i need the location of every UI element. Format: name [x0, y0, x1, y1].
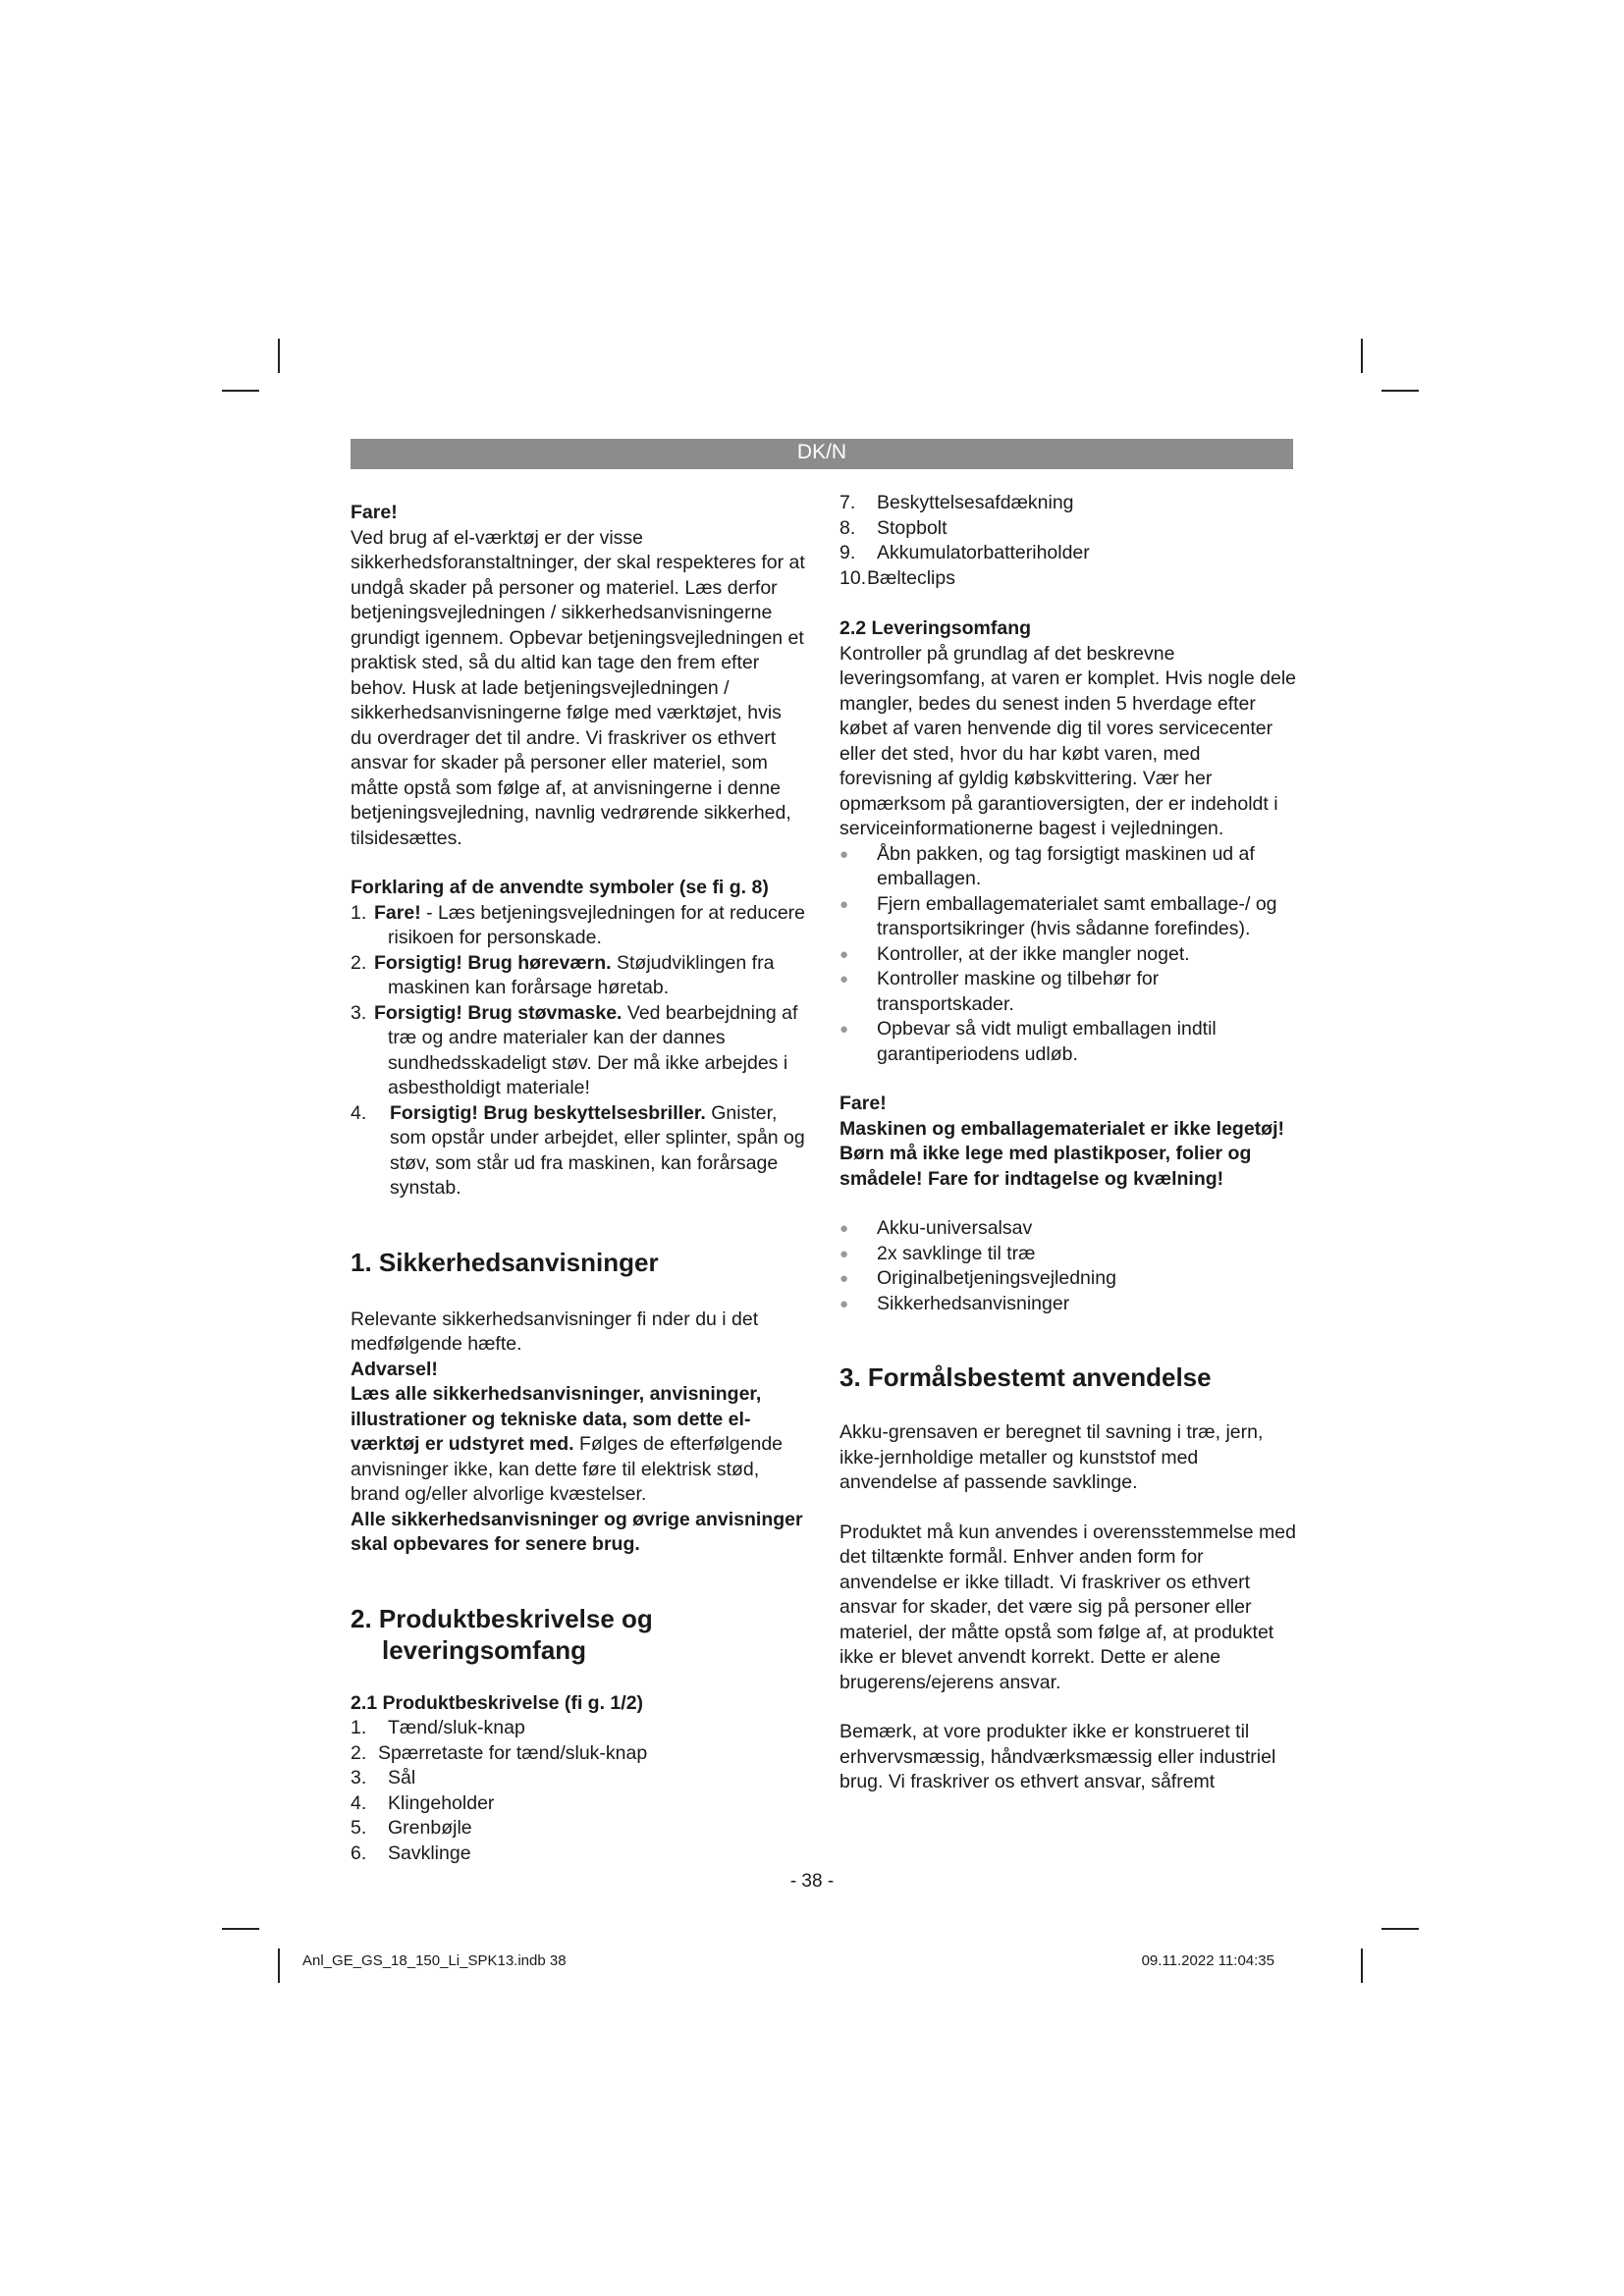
item-text: Originalbetjeningsvejledning — [877, 1267, 1116, 1289]
footer-timestamp: 09.11.2022 11:04:35 — [1141, 1952, 1274, 1969]
item-text: Bælteclips — [867, 566, 955, 589]
crop-mark — [1381, 390, 1419, 392]
crop-mark — [1361, 339, 1363, 373]
danger-paragraph: Ved brug af el-værktøj er der visse sikkerhedsforanstaltninger, der skal respekteres for at undgå skader på personer og materiel. Læs derfor betjeningsvejledningen / sikkerhedsanvisningerne grundigt igennem. Opbevar betjeningsvejledningen et praktisk sted, så du altid kan tage den frem efter behov. Husk at lade betjeningsvejledningen / sikkerhedsanvisningerne følge med værktøjet, hvis du overdrager det til andre. Vi fraskriver os ethvert ansvar for skader på personer eller materiel, som måtte opstå som følge af, at anvisningerne i denne betjeningsvejledning, navnlig vedrørende sikkerhed, tilsidesættes. — [351, 526, 805, 849]
danger-heading: Fare! — [351, 502, 398, 523]
parts-list-b — [839, 491, 1296, 591]
section-2-1-heading: 2.1 Produktbeskrivelse (fi g. 1/2) — [351, 1691, 644, 1714]
crop-mark — [1381, 1928, 1419, 1930]
page-number: - 38 - — [789, 1871, 835, 1892]
danger-text-2: Maskinen og emballagematerialet er ikke legetøj! Børn må ikke lege med plastikposer, folier og smådele! Fare for indtagelse og kvælning! — [839, 1117, 1285, 1190]
list-item — [839, 892, 1296, 942]
crop-mark — [278, 1949, 280, 1983]
section-1-title: 1. Sikkerhedsanvisninger — [351, 1247, 659, 1277]
item-text: Spærretaste for tænd/sluk-knap — [378, 1741, 648, 1764]
bullet-icon: ● — [839, 1295, 849, 1312]
right-column — [839, 491, 1296, 1795]
item-number: 5. — [351, 1817, 367, 1839]
item-text: Ved bearbejdning af træ og andre materialer kan der dannes sundhedsskadeligt støv. Der må ikke arbejdes i asbestholdigt materiale! — [388, 1001, 798, 1098]
item-bold: Forsigtig! Brug beskyttelsesbriller. — [390, 1101, 706, 1124]
item-number: 3. — [351, 1767, 367, 1789]
item-text: Sikkerhedsanvisninger — [877, 1292, 1070, 1314]
item-text: Beskyttelsesafdækning — [877, 492, 1074, 513]
language-header-bar — [351, 439, 1293, 469]
list-item — [351, 951, 807, 1001]
list-item — [839, 967, 1296, 1017]
list-item — [351, 1842, 807, 1867]
section-1-text: Relevante sikkerhedsanvisninger fi nder du i det medfølgende hæfte. — [351, 1308, 759, 1355]
list-item — [351, 1101, 807, 1201]
crop-mark — [222, 1928, 259, 1930]
danger-heading-2: Fare! — [839, 1093, 887, 1114]
item-number: 1. — [351, 901, 367, 924]
language-label: DK/N — [796, 441, 847, 463]
list-item — [351, 1741, 807, 1767]
list-item — [839, 1017, 1296, 1067]
item-text: Grenbøjle — [388, 1817, 472, 1839]
warning-bold-text: Læs alle sikkerhedsanvisninger, anvisninger, illustrationer og tekniske data, som dette el-værktøj er udstyret med. — [351, 1383, 762, 1455]
bullet-icon: ● — [839, 1270, 849, 1287]
list-item — [839, 1292, 1296, 1317]
item-text: Kontroller, at der ikke mangler noget. — [877, 942, 1190, 965]
symbols-heading: Forklaring af de anvendte symboler (se fi g. 8) — [351, 877, 769, 898]
section-2-2-text: Kontroller på grundlag af det beskrevne leveringsomfang, at varen er komplet. Hvis nogle dele mangler, bedes du senest inden 5 hverdage efter købet af varen henvende dig til vores servicecenter eller det sted, hvor du har købt varen, med forevisning af gyldig købskvittering. Vær her opmærksom på garantioversigten, der er indeholdt i serviceinformationerne bagest i vejledningen. — [839, 642, 1296, 839]
bullet-icon: ● — [839, 895, 849, 913]
crop-mark — [278, 339, 280, 373]
item-bold: Fare! — [374, 901, 421, 924]
item-text: Akku-universalsav — [877, 1217, 1033, 1239]
left-column — [351, 491, 807, 1866]
list-item — [351, 1716, 807, 1741]
list-item — [839, 1242, 1296, 1267]
list-item — [839, 1216, 1296, 1242]
section-3-paragraph-3: Bemærk, at vore produkter ikke er konstrueret til erhvervsmæssig, håndværksmæssig eller industriel brug. Vi fraskriver os ethvert ansvar, såfremt — [839, 1721, 1276, 1792]
bullet-icon: ● — [839, 845, 849, 863]
footer-filename: Anl_GE_GS_18_150_Li_SPK13.indb 38 — [302, 1952, 567, 1969]
item-number: 2. — [351, 951, 367, 974]
item-text: 2x savklinge til træ — [877, 1242, 1036, 1264]
list-item — [839, 1266, 1296, 1292]
item-number: 4. — [351, 1101, 367, 1124]
item-number: 9. — [839, 542, 856, 563]
parts-list-a — [351, 1716, 807, 1866]
delivery-contents-list — [839, 1216, 1296, 1316]
crop-mark — [1361, 1949, 1363, 1983]
list-item — [839, 491, 1296, 516]
item-text: Akkumulatorbatteriholder — [877, 542, 1090, 563]
list-item — [351, 1791, 807, 1817]
item-number: 3. — [351, 1001, 367, 1024]
item-number: 2. — [351, 1741, 367, 1764]
bullet-icon: ● — [839, 1021, 849, 1038]
item-text: Opbevar så vidt muligt emballagen indtil garantiperiodens udløb. — [877, 1018, 1217, 1065]
list-item — [839, 541, 1296, 566]
item-text: - Læs betjeningsvejledningen for at reducere risikoen for personskade. — [388, 901, 806, 948]
item-text: Stopbolt — [877, 516, 947, 539]
item-text: Kontroller maskine og tilbehør for transportskader. — [877, 968, 1160, 1015]
bullet-icon: ● — [839, 971, 849, 988]
section-2-title — [351, 1603, 807, 1666]
bullet-icon: ● — [839, 945, 849, 963]
item-text: Åbn pakken, og tag forsigtigt maskinen ud af emballagen. — [877, 842, 1255, 889]
item-bold: Forsigtig! Brug støvmaske. — [374, 1001, 623, 1024]
item-text: Tænd/sluk-knap — [388, 1717, 525, 1738]
section-2-title-line1: 2. Produktbeskrivelse og — [351, 1603, 653, 1633]
list-item — [351, 1001, 807, 1101]
crop-mark — [222, 390, 259, 392]
item-bold: Forsigtig! Brug høreværn. — [374, 951, 612, 974]
item-number: 1. — [351, 1717, 367, 1738]
section-2-2-heading: 2.2 Leveringsomfang — [839, 617, 1032, 639]
item-text: Klingeholder — [388, 1791, 495, 1814]
item-text: Savklinge — [388, 1842, 471, 1864]
item-number: 6. — [351, 1842, 367, 1864]
item-number: 4. — [351, 1791, 367, 1814]
unpacking-checklist — [839, 842, 1296, 1068]
bullet-icon: ● — [839, 1245, 849, 1262]
item-text: Fjern emballagematerialet samt emballage-/ og transportsikringer (hvis sådanne forefindes). — [877, 892, 1277, 939]
list-item — [351, 1816, 807, 1842]
section-3-title: 3. Formålsbestemt anvendelse — [839, 1362, 1212, 1392]
section-3-paragraph-1: Akku-grensaven er beregnet til savning i træ, jern, ikke-jernholdige metaller og kunststof med anvendelse af passende savklinge. — [839, 1421, 1264, 1493]
list-item — [839, 942, 1296, 968]
item-number: 8. — [839, 516, 856, 539]
bullet-icon: ● — [839, 1220, 849, 1237]
item-text: Gnister, som opstår under arbejdet, eller splinter, spån og støv, som står ud fra maskinen, kan forårsage synstab. — [390, 1101, 805, 1199]
list-item — [839, 566, 1296, 592]
item-number: 7. — [839, 492, 856, 513]
item-text: Sål — [388, 1767, 416, 1789]
list-item — [351, 1766, 807, 1791]
item-number: 10. — [839, 566, 867, 589]
section-2-title-line2: leveringsomfang — [382, 1634, 587, 1665]
item-text: Støjudviklingen fra maskinen kan forårsage høretab. — [388, 951, 775, 998]
warning-bold-text-2: Alle sikkerhedsanvisninger og øvrige anvisninger skal opbevares for senere brug. — [351, 1508, 803, 1555]
section-3-paragraph-2: Produktet må kun anvendes i overensstemmelse med det tiltænkte formål. Enhver anden form for anvendelse er ikke tilladt. Vi fraskriver os ethvert ansvar for skader, det være sig på personer eller materiel, der måtte opstå som følge af, at produktet ikke er blevet anvendt korrekt. Dette er alene brugerens/ejerens ansvar. — [839, 1521, 1296, 1693]
list-item — [839, 842, 1296, 892]
list-item — [351, 901, 807, 951]
list-item — [839, 516, 1296, 542]
warning-text: Følges de efterfølgende anvisninger ikke, kan dette føre til elektrisk stød, brand og/eller alvorlige kvæstelser. — [351, 1433, 784, 1505]
warning-label: Advarsel! — [351, 1358, 438, 1380]
symbols-list — [351, 901, 807, 1201]
